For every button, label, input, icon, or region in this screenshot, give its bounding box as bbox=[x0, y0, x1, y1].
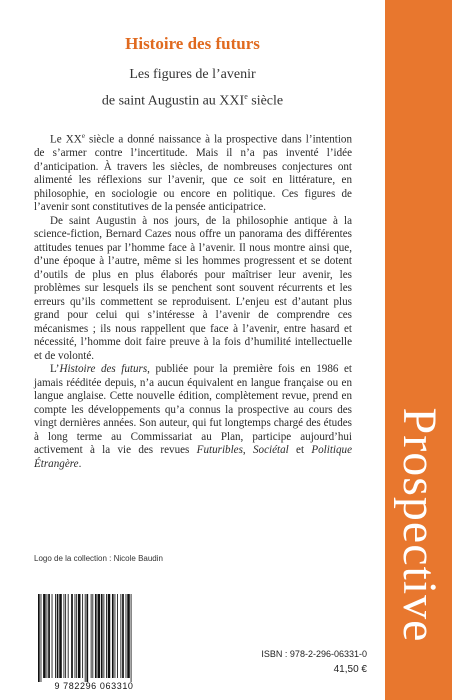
barcode-bar bbox=[68, 594, 69, 678]
barcode-bar bbox=[115, 594, 116, 678]
subtitle-line-2-text: de saint Augustin au XXI bbox=[101, 93, 245, 109]
barcode-bar bbox=[85, 594, 86, 682]
barcode-bar bbox=[57, 594, 59, 678]
barcode-bar bbox=[131, 594, 132, 682]
barcode-bar bbox=[98, 594, 101, 678]
price: 41,50 € bbox=[333, 664, 367, 675]
barcode-bar bbox=[82, 594, 83, 678]
barcode-bar bbox=[108, 594, 111, 678]
p1-rest: siècle a donné naissance à la prospective dans l’intention de s’armer contre l’incertitude. Mais il n’a pas inventé l’idée d’anticipation. À travers les siècles, de nombreuses conjectures ont alimenté les réflexions sur l’avenir, que ce soit en littérature, en philosophie, en sociologie ou encore en politique. Ces figures de l’avenir sont constitutives de la pensée anticipatrice. bbox=[34, 133, 353, 214]
barcode-bar bbox=[127, 594, 130, 678]
blurb bbox=[34, 130, 352, 471]
p3-separator-1: , bbox=[242, 444, 253, 457]
blurb-paragraph-3 bbox=[34, 363, 352, 471]
barcode-bar bbox=[71, 594, 73, 678]
barcode-bar bbox=[78, 594, 81, 678]
blurb-paragraph-2: De saint Augustin à nos jours, de la philosophie antique à la science-fiction, Bernard Cazes nous offre un panorama des différentes attitudes tenues par l’homme face à l’avenir. Il nous montre ainsi que, d’une époque à l’autre, même si les hommes progressent et se dotent d’outils de plus en plus élaborés pour maîtriser leur avenir, les problèmes sur lesquels ils se penchent sont souvent récurrents et les erreurs qu’ils commettent se reproduisent. L’enjeu est d’autant plus grand pour celui qui s’intéresse à l’avenir de comprendre ces mécanismes ; ils nous rappellent que face à l’avenir, entre hasard et nécessité, l’homme doit faire preuve à la fois d’humilité intellectuelle et de volonté. bbox=[34, 214, 352, 362]
barcode-bar bbox=[76, 594, 77, 678]
barcode-bar bbox=[59, 594, 62, 678]
p1-start: Le XX bbox=[50, 133, 82, 146]
barcode-bar bbox=[43, 594, 46, 678]
barcode-bar bbox=[86, 594, 88, 682]
barcode-bar bbox=[48, 594, 50, 678]
barcode-bar bbox=[101, 594, 103, 678]
barcode-bar bbox=[122, 594, 124, 678]
subtitle-superscript: e bbox=[244, 92, 248, 101]
barcode bbox=[34, 594, 154, 684]
subtitle-line-2 bbox=[0, 86, 385, 113]
barcode-bar bbox=[55, 594, 56, 678]
barcode-bar bbox=[91, 594, 92, 678]
p1-superscript: e bbox=[81, 132, 85, 140]
barcode-bar bbox=[47, 594, 48, 678]
barcode-bar bbox=[75, 594, 76, 678]
journal-societal: Sociétal bbox=[252, 444, 289, 457]
barcode-bar bbox=[112, 594, 114, 678]
barcode-bar bbox=[117, 594, 118, 678]
barcode-bar bbox=[92, 594, 93, 678]
barcode-bar bbox=[64, 594, 65, 678]
p3-end: . bbox=[78, 457, 82, 470]
book-subtitle bbox=[0, 64, 385, 113]
p3-middle: , publiée pour la première fois en 1986 et jamais rééditée depuis, n’a aucun équivalent en langue française ou en langue anglaise. Cette nouvelle édition, complètement revue, prend en compte les développements qu’a connus la prospective au cours des vingt dernières années. Son auteur, qui fut longtemps chargé des études à long terme au Commissariat au Plan, participe aujourd’hui activement à la vie des revues bbox=[34, 363, 352, 457]
barcode-bar bbox=[106, 594, 107, 678]
subtitle-line-1: Les figures de l’avenir bbox=[129, 67, 256, 82]
barcode-bar bbox=[65, 594, 66, 678]
barcode-bar bbox=[126, 594, 127, 678]
barcode-number: 9 782296 063310 bbox=[54, 681, 134, 691]
series-band bbox=[385, 0, 452, 700]
series-name: Prospective bbox=[392, 407, 446, 643]
barcode-bar bbox=[103, 594, 104, 678]
journal-politique-etrangere: Politique Étrangère bbox=[34, 444, 353, 470]
subtitle-line-2-end: siècle bbox=[247, 93, 284, 109]
barcode-bar bbox=[38, 594, 40, 682]
isbn: ISBN : 978-2-296-06331-0 bbox=[261, 649, 367, 659]
p3-start: L’ bbox=[50, 363, 60, 376]
barcode-bar bbox=[120, 594, 121, 678]
journal-futuribles: Futuribles bbox=[196, 444, 243, 457]
p3-separator-2: et bbox=[288, 444, 312, 457]
barcode-bar bbox=[52, 594, 53, 678]
book-title: Histoire des futurs bbox=[125, 34, 260, 53]
p3-book-title: Histoire des futurs bbox=[59, 363, 148, 376]
barcode-bar bbox=[95, 594, 97, 678]
barcode-bar bbox=[41, 594, 42, 682]
logo-credit: Logo de la collection : Nicole Baudin bbox=[34, 554, 163, 563]
blurb-paragraph-1 bbox=[34, 130, 352, 215]
